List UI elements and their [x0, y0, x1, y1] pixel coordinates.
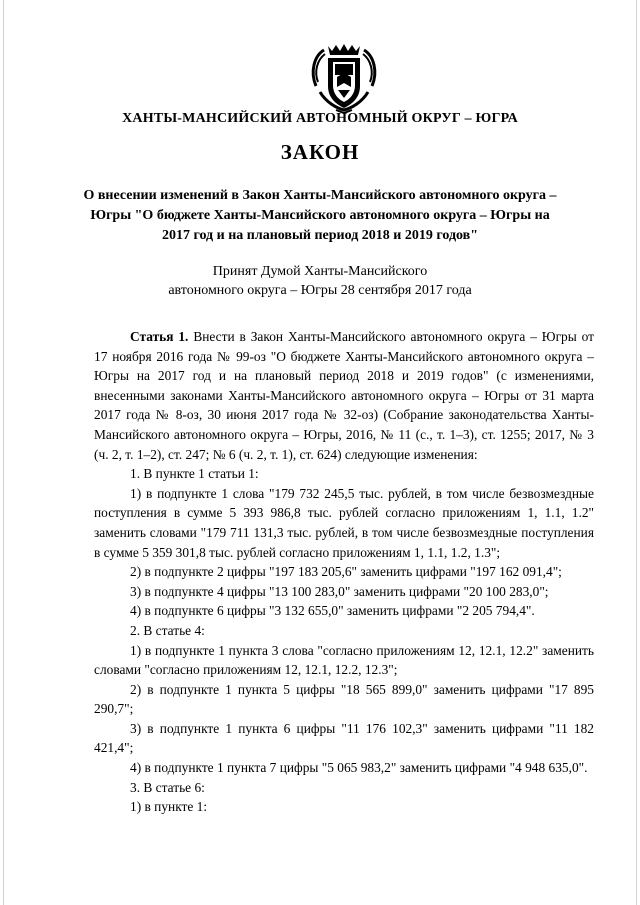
adoption-note-line-1: Принят Думой Ханты-Мансийского	[212, 264, 428, 279]
article-label: Статья 1.	[130, 329, 189, 344]
list-item: 4) в подпункте 1 пункта 7 цифры "5 065 983,2" заменить цифрами "4 948 635,0".	[130, 760, 588, 776]
list-item: 4) в подпункте 6 цифры "3 132 655,0" заменить цифрами "2 205 794,4".	[130, 603, 535, 619]
list-item: 1) в подпункте 1 пункта 3 слова "согласно приложениям 12, 12.1, 12.2" заменить словами "согласно приложениям 12, 12.1, 12.2, 12.3";	[94, 642, 594, 678]
list-item: 1) в пункте 1:	[130, 799, 208, 815]
adoption-note-line-2: автономного округа – Югры 28 сентября 2017 года	[168, 283, 472, 298]
article-1-paragraph	[94, 327, 594, 464]
list-item: 2) в подпункте 1 пункта 5 цифры "18 565 899,0" заменить цифрами "17 895 290,7";	[94, 681, 594, 717]
list-item: 2) в подпункте 2 цифры "197 183 205,6" заменить цифрами "197 162 091,4";	[130, 564, 562, 580]
list-item: 1. В пункте 1 статьи 1:	[130, 466, 259, 482]
document-type-heading: ЗАКОН	[280, 140, 360, 164]
region-title: ХАНТЫ-МАНСИЙСКИЙ АВТОНОМНЫЙ ОКРУГ – ЮГРА	[122, 111, 518, 126]
law-body	[94, 327, 594, 817]
list-item: 3) в подпункте 4 цифры "13 100 283,0" заменить цифрами "20 100 283,0";	[130, 583, 549, 599]
list-item: 3. В статье 6:	[130, 779, 205, 795]
adoption-note	[120, 262, 520, 300]
coat-of-arms-emblem-icon	[308, 42, 380, 114]
list-item: 2. В статье 4:	[130, 622, 205, 638]
scan-edge-right	[636, 0, 637, 905]
law-subject-title: О внесении изменений в Закон Ханты-Мансийского автономного округа – Югры "О бюджете Ханты-Мансийского автономного округа – Югры на 2017 год и на плановый период 2018 и 2019 годов"	[83, 188, 557, 243]
list-item: 1) в подпункте 1 слова "179 732 245,5 тыс. рублей, в том числе безвозмездные поступления в сумме 5 393 986,8 тыс. рублей согласно приложениям 1, 1.1, 1.2" заменить словами "179 711 131,3 тыс. рублей, в том числе безвозмездные поступления в сумме 5 359 301,8 тыс. рублей согласно приложениям 1, 1.1, 1.2, 1.3";	[94, 485, 594, 560]
article-text: Внести в Закон Ханты-Мансийского автономного округа – Югры от 17 ноября 2016 года № 99-оз "О бюджете Ханты-Мансийского автономного округа – Югры на 2017 год и на плановый период 2018 и 2019 годов" (с изменениями, внесенными законами Ханты-Мансийского автономного округа – Югры от 31 марта 2017 года № 8-оз, 30 июня 2017 года № 32-оз) (Собрание законодательства Ханты-Мансийского автономного округа – Югры, 2016, № 11 (с., т. 1–3), ст. 1255; 2017, № 3 (ч. 2, т. 1–2), ст. 247; № 6 (ч. 2, т. 1), ст. 624) следующие изменения:	[94, 329, 594, 462]
list-item: 3) в подпункте 1 пункта 6 цифры "11 176 102,3" заменить цифрами "11 182 421,4";	[94, 720, 594, 756]
scan-edge-left	[3, 0, 4, 905]
